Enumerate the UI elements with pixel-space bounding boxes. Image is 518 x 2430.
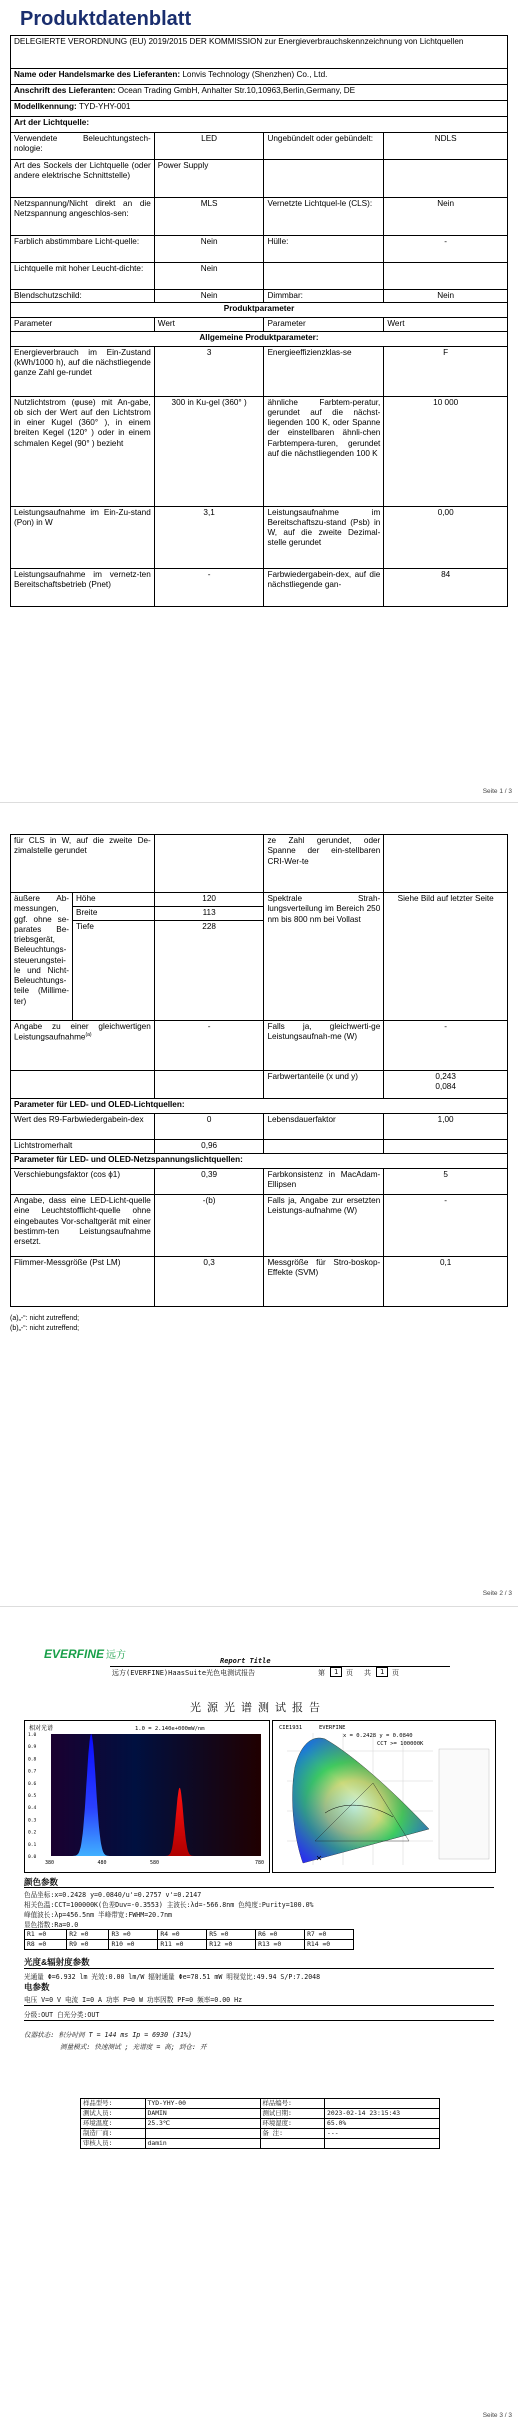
ri-cell: R6 =0: [256, 1930, 305, 1940]
page-1: [0, 0, 518, 800]
report-title: Report Title: [220, 1657, 271, 1665]
row-value: MLS: [154, 198, 264, 236]
footer-value: [145, 2129, 260, 2139]
page-title: Produktdatenblatt: [20, 8, 192, 30]
row-label: Energieverbrauch im Ein-Zustand (kWh/1000 h), auf die nächstliegende ganze Zahl ge-rundet: [11, 346, 155, 396]
row-value: Nein: [154, 263, 264, 290]
row-label: Ungebündelt oder gebündelt:: [264, 133, 384, 160]
ri-cell: R2 =0: [67, 1930, 109, 1940]
row-label: Falls ja, Angabe zur ersetzten Leistungs-aufnahme (W): [264, 1195, 384, 1257]
row-label: Verwendete Beleuchtungstech-nologie:: [11, 133, 155, 160]
spectral-report-scan: [20, 1628, 500, 2248]
row-label: Flimmer-Messgröße (Pst LM): [11, 1257, 155, 1307]
footer-table: [80, 2098, 440, 2149]
footer-value: DAMIN: [145, 2109, 260, 2119]
row-label: Wert des R9-Farbwiedergabein-dex: [11, 1114, 155, 1140]
spectrum-chart: [24, 1720, 270, 1873]
spectrum-peak-label: 1.0 = 2.140e+000mW/nm: [135, 1726, 205, 1732]
everfine-logo: [44, 1646, 126, 1661]
footer-value: damin: [145, 2139, 260, 2149]
page-label: 共: [364, 1669, 371, 1677]
depth-label: Tiefe: [72, 921, 154, 1021]
spectrum-y-tick: 0.6: [28, 1781, 37, 1787]
height-value: 120: [154, 893, 264, 907]
row-value: 3,1: [154, 506, 264, 568]
row-value: LED: [154, 133, 264, 160]
row-label: Nutzlichtstrom (φuse) mit An-gabe, ob sich der Wert auf den Lichtstrom in einer Kugel (360° ), in einem breiten Kegel (120° ) oder in einem schmalen Kegel (90° ) bezieht: [11, 396, 155, 506]
spectrum-y-tick: 0.9: [28, 1745, 37, 1751]
row-value: -(b): [154, 1195, 264, 1257]
page-label: 第: [318, 1669, 325, 1677]
logo-cn: 远方: [106, 1650, 127, 1661]
photo-line: 光通量 Φ=6.932 lm 光效:0.00 lm/W 辐射通量 Φe=78.51 mW 明视觉比:49.94 S/P:7.2048: [24, 1973, 321, 1981]
equiv-power-label: Falls ja, gleichwerti-ge Leistungsaufnah-me (W): [264, 1021, 384, 1071]
footer-label: 样品型号:: [81, 2099, 146, 2109]
row-label: Vernetzte Lichtquel-le (CLS):: [264, 198, 384, 236]
supplier-label: Name oder Handelsmarke des Lieferanten:: [14, 70, 181, 79]
spectrum-y-tick: 0.5: [28, 1794, 37, 1799]
spectral-value: Siehe Bild auf letzter Seite: [384, 893, 508, 1021]
footnote-b: (b)„-“: nicht zutreffend;: [10, 1325, 80, 1332]
row-value: 0,39: [154, 1169, 264, 1195]
cie-brand: EVERFINE: [319, 1725, 346, 1731]
row-value: 0,1: [384, 1257, 508, 1307]
product-params-header: Produktparameter: [11, 303, 508, 318]
spectrum-x-tick: 780: [255, 1860, 265, 1866]
address-value: Ocean Trading GmbH, Anhalter Str.10,10963,Berlin,Germany, DE: [117, 86, 356, 95]
row-label: Messgröße für Stro-boskop-Effekte (SVM): [264, 1257, 384, 1307]
row-value: F: [384, 346, 508, 396]
row-value: 84: [384, 568, 508, 606]
footer-value: ---: [325, 2129, 440, 2139]
supplier-value: Lonvis Technology (Shenzhen) Co., Ltd.: [182, 70, 328, 79]
page-label: 页: [392, 1669, 399, 1677]
row-label: Netzspannung/Nicht direkt an die Netzspannung angeschlos-sen:: [11, 198, 155, 236]
ri-cell: R3 =0: [109, 1930, 158, 1940]
ri-cell: R12 =0: [207, 1940, 256, 1950]
row-value: Nein: [154, 290, 264, 303]
row-value: 0,96: [154, 1140, 264, 1154]
color-line: 色品坐标:x=0.2428 y=0.0840/u'=0.2757 v'=0.2147: [24, 1891, 202, 1899]
led-params-header: Parameter für LED- und OLED-Lichtquellen:: [11, 1099, 508, 1114]
spectral-label: Spektrale Strah-lungsverteilung im Bereich 250 nm bis 800 nm bei Vollast: [264, 893, 384, 1021]
row-value: 300 in Ku-gel (360° ): [154, 396, 264, 506]
row-label: Lebensdauerfaktor: [264, 1114, 384, 1140]
chroma-x-value: 0,243: [435, 1072, 456, 1081]
row-label: ähnliche Farbtem-peratur, gerundet auf die nächst-liegenden 100 K, oder Spanne der einstellbaren ähnli-chen Farbtempera-turen, gerundet auf die nächstliegenden 100 K: [264, 396, 384, 506]
report-header: 远方(EVERFINE)HaasSuite光色电测试报告: [112, 1669, 256, 1677]
col-header-param: Parameter: [11, 318, 155, 331]
ri-cell: R4 =0: [158, 1930, 207, 1940]
row-value: Nein: [154, 236, 264, 263]
color-line: 相关色温:CCT=100000K(色差Duv=-0.3553) 主波长:λd=-566.8nm 色纯度:Purity=100.0%: [24, 1901, 314, 1909]
footer-label: 审核人员:: [81, 2139, 146, 2149]
color-line: 峰值波长:λp=456.5nm 半峰带宽:FWHM=20.7nm: [24, 1911, 173, 1919]
row-label: Farbkonsistenz in MacAdam-Ellipsen: [264, 1169, 384, 1195]
row-value: 5: [384, 1169, 508, 1195]
col-header-param: Parameter: [264, 318, 384, 331]
elec-line: 电压 V=0 V 电流 I=0 A 功率 P=0 W 功率因数 PF=0 频率=0.00 Hz: [24, 1996, 243, 2004]
row-value: -: [154, 568, 264, 606]
cie-chart: [272, 1720, 496, 1873]
spectrum-y-tick: 0.3: [28, 1818, 37, 1824]
row-value: 0,00: [384, 506, 508, 568]
row-label: Dimmbar:: [264, 290, 384, 303]
spectrum-x-tick: 380: [45, 1860, 55, 1866]
cie-title: CIE1931: [279, 1725, 303, 1731]
footer-label: 样品编号:: [260, 2099, 325, 2109]
page-2: [0, 804, 518, 1604]
row-value: NDLS: [384, 133, 508, 160]
row-value: Nein: [384, 198, 508, 236]
spectrum-x-tick: 580: [150, 1860, 160, 1866]
row-label: Farbwiedergabein-dex, auf die nächstliegende gan-: [264, 568, 384, 606]
row-label: Lichtstromerhalt: [11, 1140, 155, 1154]
row-label: Verschiebungsfaktor (cos ϕ1): [11, 1169, 155, 1195]
row-label: Lichtquelle mit hoher Leucht-dichte:: [11, 263, 155, 290]
ri-cell: R9 =0: [67, 1940, 109, 1950]
page-total: 1: [376, 1667, 388, 1677]
ri-cell: R7 =0: [305, 1930, 354, 1940]
row-label: für CLS in W, auf die zweite De-zimalstelle gerundet: [11, 835, 155, 893]
row-value: -: [384, 1195, 508, 1257]
chroma-y-value: 0,084: [435, 1082, 456, 1092]
page-separator: [0, 1606, 518, 1607]
ri-cell: R1 =0: [25, 1930, 67, 1940]
row-value: 3: [154, 346, 264, 396]
equiv-power-value: -: [384, 1021, 508, 1071]
row-value: 0,3: [154, 1257, 264, 1307]
width-label: Breite: [72, 907, 154, 921]
page-separator: [0, 802, 518, 803]
datasheet-table-1: [10, 35, 508, 607]
page-label: 页: [346, 1669, 353, 1677]
spectrum-title: 相对光谱: [29, 1725, 54, 1732]
cie-locus-tint: [293, 1738, 429, 1863]
row-label: Angabe, dass eine LED-Licht-quelle eine Leuchtstofflicht-quelle ohne eingebautes Vor-schaltgerät mit einer bestimm-ten Leistungsaufnahme ersetzt.: [11, 1195, 155, 1257]
equiv-footnote-ref: (a): [85, 1032, 92, 1039]
footer-label: 测试人员:: [81, 2109, 146, 2119]
depth-value: 228: [154, 921, 264, 1021]
general-params-header: Allgemeine Produktparameter:: [11, 331, 508, 346]
row-label: Energieeffizienzklas-se: [264, 346, 384, 396]
datasheet-table-2: [10, 834, 508, 1307]
row-value: [384, 160, 508, 198]
row-value: [384, 263, 508, 290]
ri-cell: R10 =0: [109, 1940, 158, 1950]
footer-label: 备 注:: [260, 2129, 325, 2139]
row-label: Leistungsaufnahme im vernetz-ten Bereitschaftsbetrieb (Pnet): [11, 568, 155, 606]
ri-cell: R11 =0: [158, 1940, 207, 1950]
height-label: Höhe: [72, 893, 154, 907]
equiv-value: -: [154, 1021, 264, 1071]
row-label: Farblich abstimmbare Licht-quelle:: [11, 236, 155, 263]
footer-value: [325, 2099, 440, 2109]
row-value: 10 000: [384, 396, 508, 506]
page-number: Seite 1 / 3: [482, 788, 512, 795]
row-label: Leistungsaufnahme im Ein-Zu-stand (Pon) in W: [11, 506, 155, 568]
grade-line: 分级:OUT 白光分类:OUT: [24, 2011, 100, 2019]
ri-cell: R13 =0: [256, 1940, 305, 1950]
row-value: 0: [154, 1114, 264, 1140]
spectrum-y-tick: 0.8: [28, 1757, 37, 1763]
spectrum-y-tick: 0.2: [28, 1830, 37, 1836]
footer-label: 环境湿度:: [260, 2119, 325, 2129]
ri-cell: R8 =0: [25, 1940, 67, 1950]
col-header-value: Wert: [384, 318, 508, 331]
footer-value: 2023-02-14 23:15:43: [325, 2109, 440, 2119]
spectrum-svg: [25, 1721, 269, 1872]
chroma-label: Farbwertanteile (x und y): [264, 1071, 384, 1099]
page-number: Seite 3 / 3: [482, 2412, 512, 2419]
footer-value: TYD-YHY-00: [145, 2099, 260, 2109]
row-label: Leistungsaufnahme im Bereitschaftszu-stand (Psb) in W, auf die zweite Dezimal-stelle gerundet: [264, 506, 384, 568]
address-label: Anschrift des Lieferanten:: [14, 86, 116, 95]
regulation-text: DELEGIERTE VERORDNUNG (EU) 2019/2015 DER KOMMISSION zur Energieverbrauchskennzeichnung von Lichtquellen: [11, 36, 508, 69]
model-value: TYD-YHY-001: [78, 102, 131, 111]
color-line: 显色指数:Ra=0.0: [24, 1921, 79, 1929]
ri-table: [24, 1929, 354, 1950]
main-title: 光源光谱测试报告: [190, 1701, 326, 1714]
type-header: Art der Lichtquelle:: [11, 117, 508, 133]
equiv-label: Angabe zu einer gleichwertigen Leistungsaufnahme: [14, 1022, 151, 1042]
footnote-a: (a)„-“: nicht zutreffend;: [10, 1315, 80, 1322]
row-value: 1,00: [384, 1114, 508, 1140]
footer-value: 65.0%: [325, 2119, 440, 2129]
width-value: 113: [154, 907, 264, 921]
spectrum-y-tick: 0.4: [28, 1806, 37, 1812]
ri-cell: R14 =0: [305, 1940, 354, 1950]
photo-section-title: 光度&辐射度参数: [24, 1957, 90, 1967]
cie-svg: [273, 1721, 495, 1872]
model-label: Modellkennung:: [14, 102, 77, 111]
row-label: [264, 160, 384, 198]
footer-label: 测试日期:: [260, 2109, 325, 2119]
footer-label: 环境温度:: [81, 2119, 146, 2129]
cie-side-panel: [439, 1749, 489, 1859]
row-label: [264, 263, 384, 290]
spectrum-y-tick: 1.0: [28, 1733, 37, 1738]
elec-section-title: 电参数: [24, 1982, 50, 1992]
instrument-line: 测量模式: 快速测试 ; 光谱度 = 高; 到仓: 开: [60, 2043, 207, 2051]
spectrum-y-tick: 0.1: [28, 1842, 37, 1848]
row-value: Nein: [384, 290, 508, 303]
col-header-value: Wert: [154, 318, 264, 331]
row-label: Hülle:: [264, 236, 384, 263]
cie-cct: CCT >= 100000K: [377, 1741, 424, 1747]
instrument-line: 仪器状态: 积分时间 T = 144 ms Ip = 6930 (31%): [24, 2031, 192, 2039]
row-value: -: [384, 236, 508, 263]
spectrum-y-tick: 0.7: [28, 1769, 37, 1775]
footer-label: 制造厂商:: [81, 2129, 146, 2139]
cie-coordinates: x = 0.2428 y = 0.0840: [343, 1733, 413, 1739]
dims-label: äußere Ab-messungen, ggf. ohne se-parates Be-triebsgerät, Beleuchtungs-steuerungstei-le und Nicht-Beleuchtungs-teile (Millime-ter): [11, 893, 73, 1021]
row-label: Blendschutzschild:: [11, 290, 155, 303]
ri-cell: R5 =0: [207, 1930, 256, 1940]
row-label: Art des Sockels der Lichtquelle (oder andere elektrische Schnittstelle): [11, 160, 155, 198]
row-value: Power Supply: [154, 160, 264, 198]
page-current: 1: [330, 1667, 342, 1677]
spectrum-x-tick: 480: [97, 1860, 107, 1866]
row-label: ze Zahl gerundet, oder Spanne der ein-stellbaren CRI-Wer-te: [264, 835, 384, 893]
footer-value: 25.3℃: [145, 2119, 260, 2129]
page-number: Seite 2 / 3: [482, 1590, 512, 1597]
mains-params-header: Parameter für LED- und OLED-Netzspannungslichtquellen:: [11, 1154, 508, 1169]
color-section-title: 颜色参数: [24, 1877, 59, 1887]
spectrum-y-tick: 0.0: [28, 1855, 37, 1860]
logo-text: EVERFINE: [44, 1647, 105, 1661]
